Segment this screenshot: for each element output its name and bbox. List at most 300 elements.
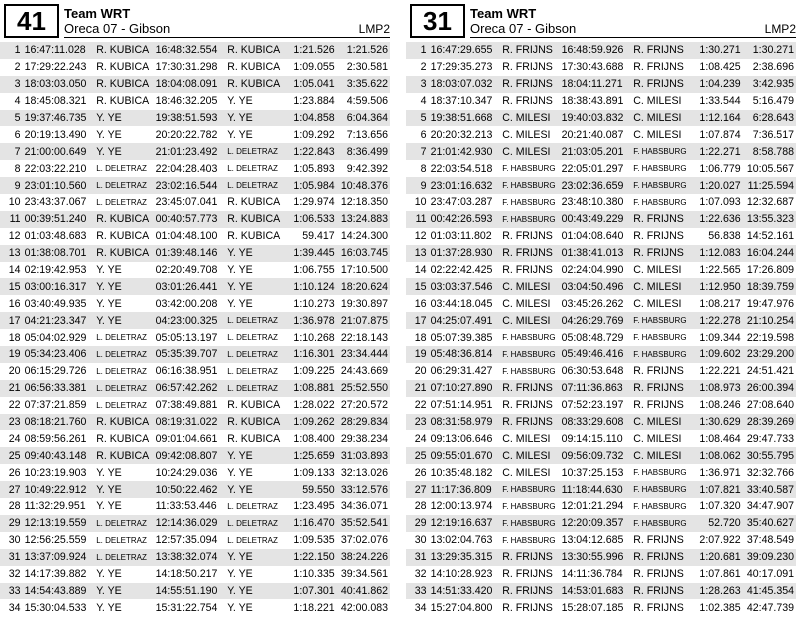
end-driver: Y. YE [227,447,286,464]
end-driver: R. KUBICA [227,61,281,74]
start-time: 07:37:21.859 [24,399,87,412]
end-time: 08:19:31.022 [156,414,228,431]
start-time: 12:19:16.637 [431,515,503,532]
lap-time: 1:22.271 [693,143,741,160]
lap-number: 12 [8,230,21,243]
end-driver: L. DELETRAZ [227,366,278,376]
end-time: 12:01:21.294 [561,500,624,513]
start-time: 18:03:03.050 [25,76,97,93]
start-driver: C. MILESI [502,128,551,141]
lap-time: 1:08.425 [699,61,741,74]
end-time: 13:30:55.996 [562,549,634,566]
elapsed-time: 2:38.696 [752,61,794,74]
start-time: 00:42:26.593 [431,211,503,228]
start-driver: R. FRIJNS [502,230,553,243]
elapsed-time: 8:36.499 [335,143,390,160]
start-driver: C. MILESI [502,278,561,295]
start-driver: Y. YE [96,278,155,295]
lap-time: 1:39.445 [287,245,335,262]
table-row [0,245,390,262]
car-41-panel [0,4,390,616]
start-driver: Y. YE [96,568,122,581]
elapsed-time: 22:19.598 [746,331,794,344]
end-driver: L. DELETRAZ [227,501,278,511]
table-row [0,278,390,295]
table-row [0,143,390,160]
lap-number: 23 [0,414,25,431]
start-driver: C. MILESI [502,466,551,479]
class-label: LMP2 [358,22,390,36]
start-time: 23:01:10.560 [25,177,97,194]
end-time: 14:18:50.217 [155,568,218,581]
start-driver: Y. YE [96,143,155,160]
end-time: 06:57:42.262 [156,380,228,397]
start-time: 07:10:27.890 [431,380,503,397]
table-row [0,430,390,447]
lap-time: 1:09.292 [293,128,335,141]
lap-number: 27 [0,481,25,498]
end-time: 18:46:32.205 [155,95,218,108]
end-time: 07:11:36.863 [562,380,634,397]
class-label: LMP2 [764,22,796,36]
start-time: 12:00:13.974 [430,500,493,513]
lap-time: 1:30.629 [693,414,741,431]
lap-number: 31 [0,549,25,566]
start-time: 08:18:21.760 [25,414,97,431]
start-time: 13:37:09.924 [25,549,97,566]
lap-number: 32 [414,568,427,581]
start-time: 17:29:35.273 [430,61,493,74]
end-driver: R. FRIJNS [633,380,692,397]
lap-number: 10 [8,196,21,209]
start-driver: R. FRIJNS [502,76,561,93]
table-row [0,42,390,59]
lap-time: 1:04.239 [693,76,741,93]
lap-time: 1:20.681 [693,549,741,566]
lap-time: 1:23.495 [293,500,335,513]
table-row [0,363,390,380]
start-driver: Y. YE [96,312,155,329]
elapsed-time: 16:03.745 [335,245,390,262]
lap-time: 1:12.083 [693,245,741,262]
end-driver: R. FRIJNS [633,230,684,243]
end-time: 08:33:29.608 [562,414,634,431]
lap-time: 1:22.565 [699,264,741,277]
table-row [0,498,390,515]
lap-time: 1:04.858 [287,110,335,127]
lap-time: 1:12.164 [693,110,741,127]
end-time: 03:01:26.441 [156,278,228,295]
end-driver: F. HABSBURG [633,481,692,498]
lap-time: 1:10.273 [293,297,335,310]
start-time: 08:31:58.979 [431,414,503,431]
car-header [406,4,796,42]
start-time: 06:15:29.726 [24,365,87,378]
lap-time: 1:05.893 [293,162,335,175]
start-driver: R. KUBICA [96,414,155,431]
end-time: 15:31:22.754 [155,601,218,614]
lap-time: 1:09.535 [293,534,335,547]
lap-number: 16 [414,297,427,310]
end-driver: F. HABSBURG [633,346,692,363]
elapsed-time: 34:47.907 [746,500,794,513]
lap-number: 3 [406,76,431,93]
lap-number: 20 [8,365,21,378]
table-row [0,380,390,397]
lap-time: 1:21.526 [287,42,335,59]
end-time: 12:20:09.357 [562,515,634,532]
start-time: 15:27:04.800 [430,601,493,614]
car-model: Oreca 07 - Gibson [470,21,577,36]
end-driver: F. HABSBURG [633,143,692,160]
end-driver: R. FRIJNS [633,61,684,74]
table-row [406,295,796,312]
start-driver: R. FRIJNS [502,568,553,581]
lap-time: 1:07.093 [699,196,741,209]
elapsed-time: 21:07.875 [335,312,390,329]
start-driver: L. DELETRAZ [96,164,147,174]
end-driver: R. KUBICA [227,414,286,431]
start-driver: Y. YE [96,110,155,127]
lap-time: 1:29.974 [293,196,335,209]
table-row [406,245,796,262]
lap-time: 1:22.843 [287,143,335,160]
elapsed-time: 6:28.643 [741,110,796,127]
start-time: 07:51:14.951 [430,399,493,412]
lap-time: 1:06.533 [287,211,335,228]
start-time: 21:00:00.649 [25,143,97,160]
lap-time: 1:36.971 [699,466,741,479]
start-time: 03:40:49.935 [24,297,87,310]
end-time: 14:11:36.784 [561,568,623,581]
lap-number: 11 [406,211,431,228]
start-driver: R. FRIJNS [502,583,561,600]
elapsed-time: 29:38.234 [340,432,388,445]
elapsed-time: 19:30.897 [340,297,388,310]
lap-time: 1:08.464 [699,432,741,445]
lap-number: 17 [0,312,25,329]
start-driver: L. DELETRAZ [96,400,147,410]
elapsed-time: 33:12.576 [335,481,390,498]
table-row [0,346,390,363]
elapsed-time: 40:41.862 [335,583,390,600]
end-time: 22:04:28.403 [155,162,218,175]
end-time: 18:38:43.891 [561,95,624,108]
end-driver: L. DELETRAZ [227,143,286,160]
elapsed-time: 7:36.517 [752,128,794,141]
lap-number: 4 [420,95,427,108]
start-time: 06:56:33.381 [25,380,97,397]
end-time: 20:21:40.087 [561,128,624,141]
start-time: 00:39:51.240 [25,211,97,228]
table-row [0,515,390,532]
lap-number: 12 [414,230,427,243]
lap-time: 1:28.022 [293,399,335,412]
table-row [0,397,390,414]
start-time: 03:44:18.045 [430,297,493,310]
start-time: 14:17:39.882 [24,568,87,581]
start-driver: F. HABSBURG [502,481,561,498]
table-row [406,397,796,414]
elapsed-time: 9:42.392 [346,162,388,175]
start-driver: L. DELETRAZ [96,366,147,376]
end-driver: L. DELETRAZ [227,312,286,329]
start-time: 01:03:48.683 [24,230,87,243]
end-time: 00:40:57.773 [156,211,228,228]
start-driver: F. HABSBURG [502,366,556,376]
start-driver: Y. YE [96,297,122,310]
lap-number: 21 [0,380,25,397]
end-time: 07:52:23.197 [561,399,624,412]
elapsed-time: 40:17.091 [746,568,794,581]
end-driver: R. FRIJNS [633,211,692,228]
end-driver: C. MILESI [633,128,682,141]
table-row [406,414,796,431]
elapsed-time: 23:29.200 [741,346,796,363]
elapsed-time: 34:36.071 [340,500,388,513]
end-time: 23:02:16.544 [156,177,228,194]
car-31-panel [406,4,796,616]
elapsed-time: 8:58.788 [741,143,796,160]
lap-number: 27 [406,481,431,498]
end-time: 03:45:26.262 [561,297,624,310]
end-time: 18:04:11.271 [562,76,634,93]
end-driver: R. FRIJNS [633,42,692,59]
start-driver: C. MILESI [502,312,561,329]
lap-number: 17 [406,312,431,329]
elapsed-time: 37:02.076 [340,534,388,547]
start-time: 18:37:10.347 [430,95,493,108]
start-driver: R. FRIJNS [502,601,553,614]
lap-table [0,42,390,616]
table-row [0,414,390,431]
table-row [406,126,796,143]
end-driver: L. DELETRAZ [227,535,278,545]
end-time: 13:38:32.074 [156,549,228,566]
table-row [0,262,390,279]
start-time: 20:19:13.490 [24,128,87,141]
elapsed-time: 1:21.526 [335,42,390,59]
lap-number: 14 [8,264,21,277]
elapsed-time: 27:08.640 [746,399,794,412]
lap-time: 1:08.217 [699,297,741,310]
end-time: 10:50:22.462 [156,481,228,498]
start-driver: R. KUBICA [96,211,155,228]
lap-time: 1:16.470 [287,515,335,532]
start-time: 18:45:08.321 [24,95,87,108]
table-row [0,599,390,616]
lap-time: 1:06.755 [293,264,335,277]
end-driver: F. HABSBURG [633,164,687,174]
elapsed-time: 37:48.549 [746,534,794,547]
end-driver: L. DELETRAZ [227,515,286,532]
end-time: 07:38:49.881 [155,399,218,412]
table-row [0,447,390,464]
lap-number: 33 [406,583,431,600]
end-time: 23:02:36.659 [562,177,634,194]
elapsed-time: 16:04.244 [741,245,796,262]
end-driver: Y. YE [227,264,253,277]
start-time: 05:07:39.385 [430,331,493,344]
end-driver: R. FRIJNS [633,601,684,614]
table-row [0,481,390,498]
end-driver: R. FRIJNS [633,534,684,547]
lap-time: 59.550 [287,481,335,498]
end-driver: L. DELETRAZ [227,346,286,363]
start-driver: F. HABSBURG [502,333,556,343]
end-driver: R. FRIJNS [633,568,684,581]
end-time: 02:24:04.990 [561,264,624,277]
start-driver: R. KUBICA [96,432,150,445]
table-row [406,160,796,177]
end-driver: R. FRIJNS [633,76,692,93]
elapsed-time: 35:52.541 [335,515,390,532]
lap-number: 25 [406,447,431,464]
elapsed-time: 18:20.624 [335,278,390,295]
table-row [406,447,796,464]
lap-number: 24 [8,432,21,445]
end-time: 01:04:08.640 [561,230,624,243]
end-time: 05:05:13.197 [155,331,218,344]
end-time: 09:56:09.732 [562,447,634,464]
lap-time: 1:09.225 [293,365,335,378]
elapsed-time: 5:16.479 [752,95,794,108]
table-row [0,110,390,127]
start-driver: F. HABSBURG [502,177,561,194]
lap-number: 28 [8,500,21,513]
lap-number: 9 [406,177,431,194]
header-divider [64,37,390,38]
lap-time: 1:07.301 [287,583,335,600]
start-time: 12:13:19.559 [25,515,97,532]
start-time: 01:37:28.930 [431,245,503,262]
end-driver: C. MILESI [633,432,682,445]
end-time: 11:18:44.630 [562,481,634,498]
table-row [406,464,796,481]
end-driver: Y. YE [227,128,253,141]
end-time: 14:53:01.683 [562,583,634,600]
start-time: 03:00:16.317 [25,278,97,295]
end-driver: Y. YE [227,568,253,581]
table-row [406,498,796,515]
elapsed-time: 28:39.269 [741,414,796,431]
start-time: 23:47:03.287 [430,196,493,209]
lap-time: 1:25.659 [287,447,335,464]
end-driver: L. DELETRAZ [227,164,278,174]
table-row [0,329,390,346]
start-time: 05:48:36.814 [431,346,503,363]
end-time: 10:37:25.153 [561,466,624,479]
end-driver: C. MILESI [633,447,692,464]
elapsed-time: 38:24.226 [335,549,390,566]
start-driver: C. MILESI [502,297,551,310]
start-time: 13:02:04.763 [430,534,493,547]
start-time: 23:01:16.632 [431,177,503,194]
team-name: Team WRT [470,6,537,21]
table-row [406,481,796,498]
elapsed-time: 6:04.364 [335,110,390,127]
lap-number: 15 [0,278,25,295]
start-driver: F. HABSBURG [502,515,561,532]
lap-number: 8 [420,162,427,175]
end-time: 17:30:43.688 [561,61,624,74]
lap-time: 1:10.335 [293,568,335,581]
start-driver: L. DELETRAZ [96,346,155,363]
end-driver: R. FRIJNS [633,399,684,412]
elapsed-time: 30:55.795 [741,447,796,464]
start-time: 17:29:22.243 [24,61,87,74]
table-row [0,312,390,329]
lap-number: 34 [414,601,427,614]
lap-time: 1:05.041 [287,76,335,93]
lap-time: 1:23.884 [293,95,335,108]
end-driver: F. HABSBURG [633,333,687,343]
start-time: 18:03:07.032 [431,76,503,93]
start-time: 09:13:06.646 [430,432,493,445]
lap-number: 31 [406,549,431,566]
start-driver: L. DELETRAZ [96,333,147,343]
team-name: Team WRT [64,6,131,21]
lap-time: 1:08.973 [693,380,741,397]
lap-number: 13 [406,245,431,262]
lap-number: 26 [8,466,21,479]
start-time: 08:59:56.261 [24,432,87,445]
start-driver: F. HABSBURG [502,197,556,207]
table-row [406,110,796,127]
start-time: 19:37:46.735 [25,110,97,127]
start-driver: Y. YE [96,466,122,479]
lap-number: 30 [414,534,427,547]
elapsed-time: 3:35.622 [335,76,390,93]
lap-number: 19 [0,346,25,363]
lap-number: 6 [420,128,427,141]
lap-time: 1:07.874 [699,128,741,141]
end-time: 14:55:51.190 [156,583,228,600]
end-time: 13:04:12.685 [561,534,624,547]
lap-number: 6 [14,128,21,141]
start-driver: Y. YE [96,481,155,498]
table-row [0,549,390,566]
table-row [0,76,390,93]
end-time: 03:04:50.496 [562,278,634,295]
lap-number: 34 [8,601,21,614]
lap-time: 1:28.263 [693,583,741,600]
lap-number: 1 [406,42,431,59]
table-row [0,126,390,143]
elapsed-time: 32:13.026 [340,466,388,479]
table-row [0,93,390,110]
lap-number: 19 [406,346,431,363]
end-time: 10:24:29.036 [155,466,218,479]
start-time: 12:56:25.559 [24,534,87,547]
start-driver: C. MILESI [502,447,561,464]
end-time: 01:39:48.146 [156,245,228,262]
table-row [0,566,390,583]
end-driver: F. HABSBURG [633,468,687,478]
lap-number: 28 [414,500,427,513]
table-row [406,262,796,279]
lap-time: 2:07.922 [699,534,741,547]
lap-number: 22 [8,399,21,412]
end-driver: F. HABSBURG [633,197,687,207]
table-row [406,177,796,194]
start-driver: R. FRIJNS [502,61,553,74]
elapsed-time: 14:52.161 [746,230,794,243]
table-row [406,329,796,346]
elapsed-time: 26:00.394 [741,380,796,397]
start-driver: Y. YE [96,500,122,513]
start-driver: R. KUBICA [96,76,155,93]
